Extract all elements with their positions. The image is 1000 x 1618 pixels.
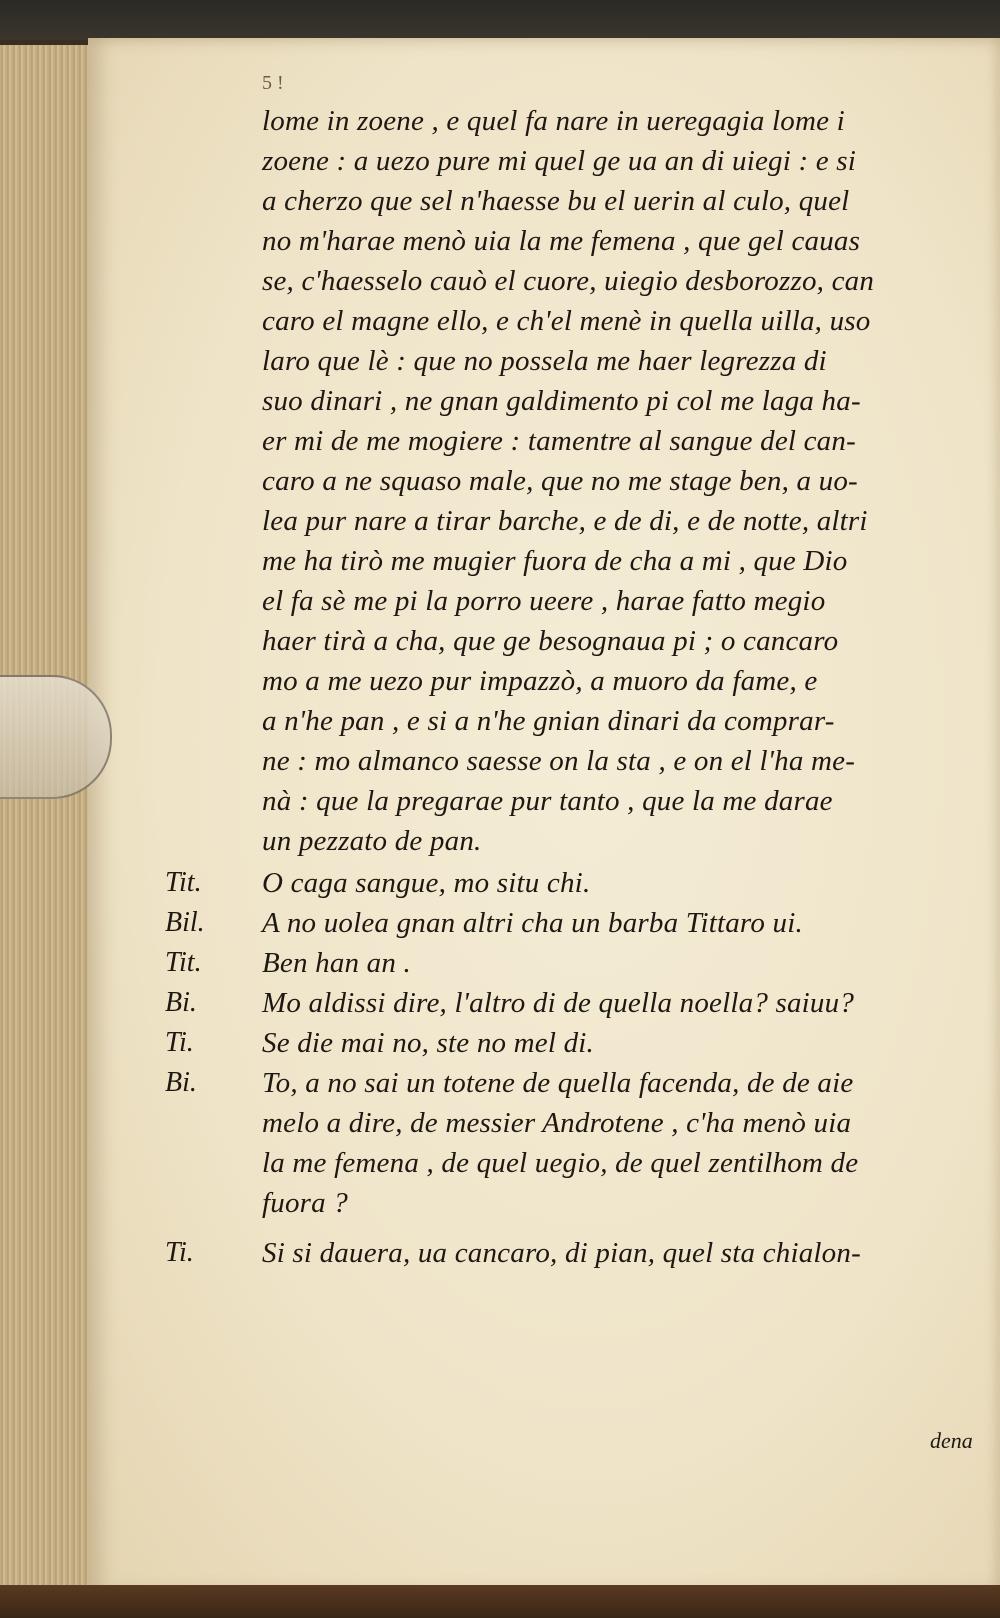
prose-line: mo a me uezo pur impazzò, a muoro da fame, e: [262, 665, 818, 697]
prose-line: haer tirà a cha, que ge besognaua pi ; o cancaro: [262, 625, 839, 657]
speaker-label: Tit.: [165, 947, 202, 978]
prose-line: un pezzato de pan.: [262, 825, 482, 857]
catchword: dena: [930, 1428, 973, 1453]
prose-line: se, c'haesselo cauò el cuore, uiegio desborozzo, can: [262, 265, 875, 297]
page-edges: [0, 45, 94, 1590]
prose-line: er mi de me mogiere : tamentre al sangue del can-: [262, 425, 856, 457]
dialogue-line: la me femena , de quel uegio, de quel zentilhom de: [262, 1147, 859, 1179]
page-number: 5 !: [262, 72, 284, 94]
speaker-label: Tit.: [165, 867, 202, 898]
prose-line: me ha tirò me mugier fuora de cha a mi , que Dio: [262, 545, 848, 577]
prose-line: lome in zoene , e quel fa nare in ueregagia lome i: [262, 105, 845, 137]
dialogue-line: Mo aldissi dire, l'altro di de quella noella? saiuu?: [262, 987, 855, 1019]
book-background-top: [0, 0, 1000, 40]
dialogue-line: Ben han an .: [262, 947, 411, 979]
dialogue-line: O caga sangue, mo situ chi.: [262, 867, 591, 899]
speaker-label: Ti.: [165, 1237, 194, 1268]
prose-line: no m'harae menò uia la me femena , que gel cauas: [262, 225, 861, 257]
prose-line: lea pur nare a tirar barche, e de di, e de notte, altri: [262, 505, 868, 537]
dialogue-line: To, a no sai un totene de quella facenda, de de aie: [262, 1067, 854, 1099]
speaker-label: Ti.: [165, 1027, 194, 1058]
dialogue-line: melo a dire, de messier Androtene , c'ha menò uia: [262, 1107, 852, 1139]
speaker-label: Bil.: [165, 907, 205, 938]
prose-line: a cherzo que sel n'haesse bu el uerin al culo, quel: [262, 185, 850, 217]
speaker-label: Bi.: [165, 987, 197, 1018]
page-clip: [0, 675, 112, 799]
prose-line: nà : que la pregarae pur tanto , que la me darae: [262, 785, 833, 817]
prose-line: caro a ne squaso male, que no me stage ben, a uo-: [262, 465, 858, 497]
prose-line: caro el magne ello, e ch'el menè in quella uilla, uso: [262, 305, 871, 337]
book-background-bottom: [0, 1585, 1000, 1618]
dialogue-line: A no uolea gnan altri cha un barba Tittaro ui.: [262, 907, 803, 939]
speaker-label: Bi.: [165, 1067, 197, 1098]
prose-line: el fa sè me pi la porro ueere , harae fatto megio: [262, 585, 826, 617]
prose-line: ne : mo almanco saesse on la sta , e on el l'ha me-: [262, 745, 856, 777]
prose-line: zoene : a uezo pure mi quel ge ua an di uiegi : e si: [262, 145, 857, 177]
dialogue-line: fuora ?: [262, 1187, 348, 1219]
dialogue-line: Si si dauera, ua cancaro, di pian, quel sta chialon-: [262, 1237, 861, 1269]
prose-line: laro que lè : que no possela me haer legrezza di: [262, 345, 827, 377]
prose-line: suo dinari , ne gnan galdimento pi col me laga ha-: [262, 385, 861, 417]
prose-line: a n'he pan , e si a n'he gnian dinari da comprar-: [262, 705, 835, 737]
dialogue-line: Se die mai no, ste no mel di.: [262, 1027, 594, 1059]
